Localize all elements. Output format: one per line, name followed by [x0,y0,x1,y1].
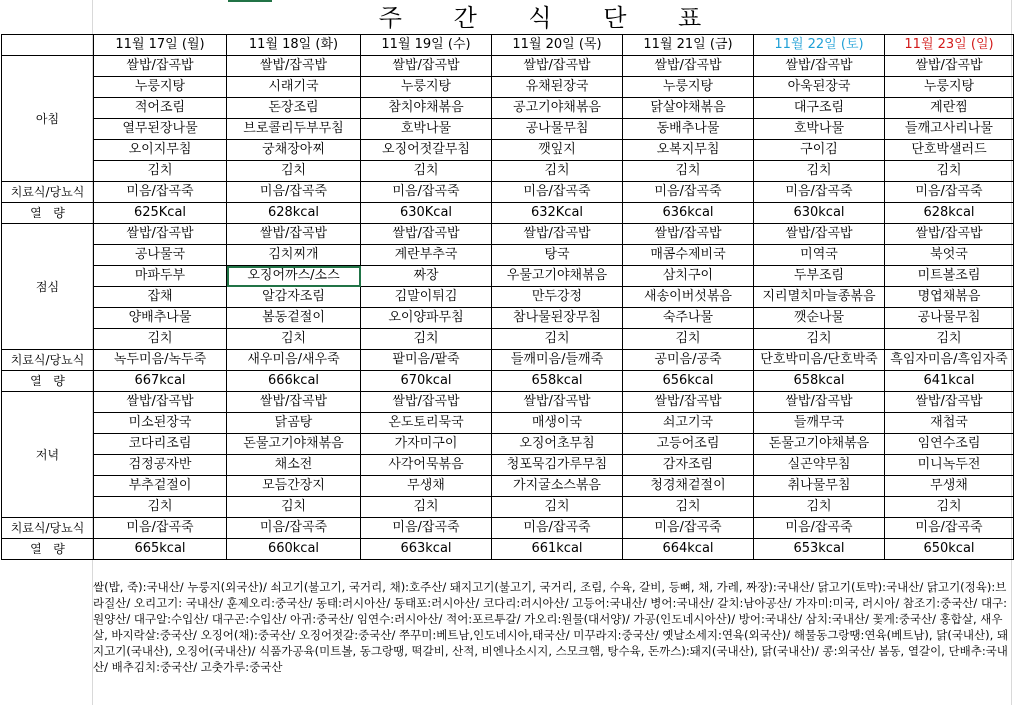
diet-cell[interactable]: 미음/잡곡죽 [885,518,1014,539]
menu-cell[interactable]: 쌀밥/잡곡밥 [492,56,623,77]
menu-cell[interactable]: 청포묵김가루무침 [492,455,623,476]
day-header[interactable]: 11월 21일 (금) [623,35,754,56]
diet-cell[interactable]: 미음/잡곡죽 [94,182,227,203]
menu-cell[interactable]: 쌀밥/잡곡밥 [94,392,227,413]
menu-cell[interactable]: 김치 [227,329,361,350]
menu-cell[interactable]: 매생이국 [492,413,623,434]
menu-row [2,140,1014,161]
menu-row [2,266,1014,287]
menu-row [2,161,1014,182]
kcal-cell[interactable]: 658kcal [492,371,623,392]
menu-row [2,224,1014,245]
diet-cell[interactable]: 흑임자미음/흑임자죽 [885,350,1014,371]
kcal-cell[interactable]: 630kcal [754,203,885,224]
menu-cell[interactable]: 공나물국 [94,245,227,266]
menu-row [2,392,1014,413]
menu-cell[interactable]: 김치 [885,161,1014,182]
kcal-label[interactable]: 열 량 [2,371,94,392]
menu-cell[interactable]: 참나물된장무침 [492,308,623,329]
menu-cell[interactable]: 지리멸치마늘종볶음 [754,287,885,308]
menu-cell[interactable]: 계란찜 [885,98,1014,119]
menu-cell[interactable]: 대구조림 [754,98,885,119]
menu-cell[interactable]: 시래기국 [227,77,361,98]
menu-cell[interactable]: 공나물무침 [492,119,623,140]
menu-cell[interactable]: 무생채 [361,476,492,497]
menu-cell[interactable]: 사각어묵볶음 [361,455,492,476]
menu-cell[interactable]: 김치 [623,329,754,350]
menu-cell[interactable]: 누룽지탕 [885,77,1014,98]
kcal-cell[interactable]: 632Kcal [492,203,623,224]
diet-cell[interactable]: 미음/잡곡죽 [361,518,492,539]
menu-cell[interactable]: 쌀밥/잡곡밥 [94,224,227,245]
menu-row [2,455,1014,476]
diet-cell[interactable]: 공미음/공죽 [623,350,754,371]
menu-cell[interactable]: 만두강정 [492,287,623,308]
menu-cell[interactable]: 브로콜리두부무침 [227,119,361,140]
menu-cell[interactable]: 김치 [754,329,885,350]
menu-cell[interactable]: 탕국 [492,245,623,266]
menu-cell[interactable]: 공나물무침 [885,308,1014,329]
menu-cell[interactable]: 김치 [492,497,623,518]
menu-cell[interactable]: 오징어초무침 [492,434,623,455]
kcal-cell[interactable]: 656kcal [623,371,754,392]
menu-cell[interactable]: 김치 [227,161,361,182]
menu-cell[interactable]: 김말이튀김 [361,287,492,308]
menu-cell[interactable]: 들깨무국 [754,413,885,434]
menu-cell[interactable]: 삼치구이 [623,266,754,287]
diet-label[interactable]: 치료식/당뇨식 [2,182,94,203]
menu-cell[interactable]: 미소된장국 [94,413,227,434]
kcal-cell[interactable]: 664kcal [623,539,754,560]
menu-cell[interactable]: 온도토리묵국 [361,413,492,434]
menu-cell[interactable]: 김치 [492,161,623,182]
menu-cell[interactable]: 열무된장나물 [94,119,227,140]
menu-cell[interactable]: 무생채 [885,476,1014,497]
menu-cell[interactable]: 김치 [94,329,227,350]
menu-cell[interactable]: 매콤수제비국 [623,245,754,266]
menu-cell[interactable]: 오복지무침 [623,140,754,161]
menu-cell[interactable]: 감자조림 [623,455,754,476]
menu-cell[interactable]: 김치 [361,329,492,350]
kcal-label[interactable]: 열 량 [2,539,94,560]
diet-cell[interactable]: 들깨미음/들깨죽 [492,350,623,371]
diet-cell[interactable]: 미음/잡곡죽 [885,182,1014,203]
diet-cell[interactable]: 미음/잡곡죽 [227,182,361,203]
meal-label[interactable]: 점심 [2,224,94,350]
menu-cell[interactable]: 쌀밥/잡곡밥 [885,56,1014,77]
menu-cell[interactable]: 양배추나물 [94,308,227,329]
kcal-row [2,203,1014,224]
menu-cell[interactable]: 구이김 [754,140,885,161]
meal-label[interactable]: 아침 [2,56,94,182]
kcal-cell[interactable]: 628kcal [885,203,1014,224]
kcal-cell[interactable]: 628kcal [227,203,361,224]
menu-cell[interactable]: 취나물무침 [754,476,885,497]
menu-cell[interactable]: 숙주나물 [623,308,754,329]
kcal-cell[interactable]: 636kcal [623,203,754,224]
menu-cell[interactable]: 돈물고기야채볶음 [227,434,361,455]
menu-cell[interactable]: 김치 [754,497,885,518]
kcal-row [2,539,1014,560]
menu-cell[interactable]: 쇠고기국 [623,413,754,434]
menu-cell[interactable]: 공고기야채볶음 [492,98,623,119]
menu-row [2,434,1014,455]
menu-cell[interactable]: 김치 [94,161,227,182]
menu-cell[interactable]: 누룽지탕 [361,77,492,98]
menu-cell[interactable]: 김치 [361,161,492,182]
diet-row [2,182,1014,203]
diet-row [2,518,1014,539]
menu-cell[interactable]: 재첩국 [885,413,1014,434]
menu-cell[interactable]: 명엽채볶음 [885,287,1014,308]
menu-row [2,77,1014,98]
menu-cell[interactable]: 쌀밥/잡곡밥 [754,224,885,245]
menu-cell[interactable]: 북엇국 [885,245,1014,266]
menu-row [2,245,1014,266]
menu-cell[interactable]: 부추겉절이 [94,476,227,497]
menu-cell[interactable]: 누룽지탕 [94,77,227,98]
day-header[interactable]: 11월 19일 (수) [361,35,492,56]
diet-cell[interactable]: 미음/잡곡죽 [754,518,885,539]
diet-cell[interactable]: 팥미음/팥죽 [361,350,492,371]
menu-cell[interactable]: 모듬간장지 [227,476,361,497]
kcal-label[interactable]: 열 량 [2,203,94,224]
menu-cell[interactable]: 알감자조림 [227,287,361,308]
kcal-cell[interactable]: 650kcal [885,539,1014,560]
kcal-row [2,371,1014,392]
menu-cell[interactable]: 검정공자반 [94,455,227,476]
menu-cell[interactable]: 짜장 [361,266,492,287]
menu-row [2,119,1014,140]
menu-cell[interactable]: 계란부추국 [361,245,492,266]
menu-row [2,329,1014,350]
diet-cell[interactable]: 미음/잡곡죽 [94,518,227,539]
menu-cell[interactable]: 깻잎지 [492,140,623,161]
menu-cell[interactable]: 새송이버섯볶음 [623,287,754,308]
corner-cell[interactable] [2,35,94,56]
menu-cell[interactable]: 김치 [754,161,885,182]
diet-row [2,350,1014,371]
menu-row [2,413,1014,434]
menu-cell[interactable]: 김치 [623,161,754,182]
origin-notice: 쌀(밥, 죽):국내산/ 누룽지(외국산)/ 쇠고기(불고기, 국거리, 채):호주산/ 돼지고기(불고기, 국거리, 조림, 수육, 갈비, 등뼈, 채, 가레, 짜장):국내산/ 닭고기(토막):국내산/ 닭고기(정육):브라질산/ 오리고기: 국내산/ 훈제오리:중국산/ 동태:러시아산/ 동태포:러시아산/ 코다리:러시아산/ 고등어:국내산/ 병어:국내산/ 갈치:남아공산/ 가자미:미국, 러시아/ 참조기:중국산/ 대구:원양산/ 대구알:수입산/ 대구곤:수입산/ 아귀:중국산/ 임연수:러시아산/ 적어:포르투갈/ 가오리:원물(대서양)/ 가공(인도네시아산)/ 방어:국내산/ 삼치:국내산/ 꽃게:중국산/ 홍합살, 새우살, 바지락살:중국산/ 오징어(채):중국산/ 오징어젓갈:중국산/ 쭈꾸미:베트남,인도네시아,태국산/ 미꾸라지:중국산/ 옛날소세지:연육(외국산)/ 해물동그랑땡:연육(베트남), 닭(국내산), 돼지고기(국내산), 오징어(국내산)/ 식품가공육(미트볼, 동그랑땡, 떡갈비, 산적, 비엔나소시지, 스모크햄, 탕수육, 돈까스):돼지(국내산), 닭(국내산)/ 콩:외국산/ 봄동, 열갈이, 단배추:국내산/ 배추김치:중국산/ 고춧가루:중국산 [93,580,1009,674]
kcal-cell[interactable]: 653kcal [754,539,885,560]
menu-cell[interactable]: 쌀밥/잡곡밥 [227,56,361,77]
menu-row [2,287,1014,308]
menu-cell[interactable]: 쌀밥/잡곡밥 [227,224,361,245]
menu-cell[interactable]: 김치 [492,329,623,350]
weekly-menu-table [1,34,1014,560]
header-row [2,35,1014,56]
menu-cell[interactable]: 쌀밥/잡곡밥 [623,224,754,245]
diet-cell[interactable]: 미음/잡곡죽 [361,182,492,203]
menu-row [2,497,1014,518]
menu-cell[interactable]: 미니녹두전 [885,455,1014,476]
diet-cell[interactable]: 새우미음/새우죽 [227,350,361,371]
menu-cell[interactable]: 아욱된장국 [754,77,885,98]
diet-label[interactable]: 치료식/당뇨식 [2,350,94,371]
diet-cell[interactable]: 미음/잡곡죽 [492,518,623,539]
menu-cell[interactable]: 누룽지탕 [623,77,754,98]
menu-cell[interactable]: 쌀밥/잡곡밥 [885,224,1014,245]
menu-cell[interactable]: 쌀밥/잡곡밥 [623,56,754,77]
menu-cell[interactable]: 적어조림 [94,98,227,119]
menu-cell[interactable]: 동배추나물 [623,119,754,140]
page-title: 주 간 식 단 표 [378,4,724,32]
menu-cell[interactable]: 쌀밥/잡곡밥 [361,392,492,413]
menu-cell[interactable]: 쌀밥/잡곡밥 [94,56,227,77]
menu-row [2,308,1014,329]
menu-cell[interactable]: 참치야채볶음 [361,98,492,119]
diet-cell[interactable]: 미음/잡곡죽 [754,182,885,203]
menu-cell[interactable]: 두부조림 [754,266,885,287]
menu-cell[interactable]: 닭곰탕 [227,413,361,434]
menu-cell[interactable]: 들깨고사리나물 [885,119,1014,140]
menu-cell[interactable]: 오징어까스/소스 [227,266,361,287]
menu-cell[interactable]: 호박나물 [754,119,885,140]
menu-cell[interactable]: 쌀밥/잡곡밥 [361,56,492,77]
kcal-cell[interactable]: 670kcal [361,371,492,392]
menu-cell[interactable]: 단호박샐러드 [885,140,1014,161]
diet-cell[interactable]: 녹두미음/녹두죽 [94,350,227,371]
menu-cell[interactable]: 오이양파무침 [361,308,492,329]
menu-cell[interactable]: 코다리조림 [94,434,227,455]
menu-cell[interactable]: 유채된장국 [492,77,623,98]
kcal-cell[interactable]: 663kcal [361,539,492,560]
menu-cell[interactable]: 가지굴소스볶음 [492,476,623,497]
menu-cell[interactable]: 깻순나물 [754,308,885,329]
day-header[interactable]: 11월 20일 (목) [492,35,623,56]
menu-cell[interactable]: 쌀밥/잡곡밥 [492,392,623,413]
meal-label[interactable]: 저녁 [2,392,94,518]
menu-cell[interactable]: 김치 [227,497,361,518]
menu-cell[interactable]: 쌀밥/잡곡밥 [492,224,623,245]
day-header[interactable]: 11월 22일 (토) [754,35,885,56]
menu-cell[interactable]: 실곤약무침 [754,455,885,476]
diet-cell[interactable]: 미음/잡곡죽 [623,518,754,539]
menu-cell[interactable]: 쌀밥/잡곡밥 [227,392,361,413]
menu-cell[interactable]: 김치 [885,329,1014,350]
menu-cell[interactable]: 마파두부 [94,266,227,287]
diet-label[interactable]: 치료식/당뇨식 [2,518,94,539]
menu-row [2,98,1014,119]
kcal-cell[interactable]: 660kcal [227,539,361,560]
menu-cell[interactable]: 돈물고기야채볶음 [754,434,885,455]
menu-cell[interactable]: 고등어조림 [623,434,754,455]
menu-cell[interactable]: 김치 [361,497,492,518]
menu-cell[interactable]: 쌀밥/잡곡밥 [885,392,1014,413]
menu-cell[interactable]: 궁채장아찌 [227,140,361,161]
diet-cell[interactable]: 미음/잡곡죽 [623,182,754,203]
menu-cell[interactable]: 채소전 [227,455,361,476]
menu-cell[interactable]: 봄동겉절이 [227,308,361,329]
diet-cell[interactable]: 단호박미음/단호박죽 [754,350,885,371]
kcal-cell[interactable]: 658kcal [754,371,885,392]
menu-cell[interactable]: 김치 [623,497,754,518]
menu-cell[interactable]: 닭살야채볶음 [623,98,754,119]
diet-cell[interactable]: 미음/잡곡죽 [227,518,361,539]
menu-row [2,476,1014,497]
menu-row [2,56,1014,77]
menu-cell[interactable]: 호박나물 [361,119,492,140]
menu-cell[interactable]: 돈장조림 [227,98,361,119]
kcal-cell[interactable]: 661kcal [492,539,623,560]
menu-cell[interactable]: 오이지무침 [94,140,227,161]
day-header[interactable]: 11월 17일 (월) [94,35,227,56]
menu-cell[interactable]: 쌀밥/잡곡밥 [623,392,754,413]
menu-cell[interactable]: 김치찌개 [227,245,361,266]
menu-cell[interactable]: 미역국 [754,245,885,266]
menu-cell[interactable]: 임연수조림 [885,434,1014,455]
menu-cell[interactable]: 가자미구이 [361,434,492,455]
menu-cell[interactable]: 잡채 [94,287,227,308]
kcal-cell[interactable]: 665kcal [94,539,227,560]
kcal-cell[interactable]: 625Kcal [94,203,227,224]
kcal-cell[interactable]: 641kcal [885,371,1014,392]
menu-cell[interactable]: 오징어젓갈무침 [361,140,492,161]
day-header[interactable]: 11월 18일 (화) [227,35,361,56]
day-header[interactable]: 11월 23일 (일) [885,35,1014,56]
menu-cell[interactable]: 쌀밥/잡곡밥 [754,392,885,413]
menu-cell[interactable]: 쌀밥/잡곡밥 [754,56,885,77]
menu-cell[interactable]: 우물고기야채볶음 [492,266,623,287]
kcal-cell[interactable]: 667kcal [94,371,227,392]
menu-cell[interactable]: 쌀밥/잡곡밥 [361,224,492,245]
diet-cell[interactable]: 미음/잡곡죽 [492,182,623,203]
menu-cell[interactable]: 김치 [94,497,227,518]
menu-cell[interactable]: 미트볼조림 [885,266,1014,287]
menu-cell[interactable]: 청경채겉절이 [623,476,754,497]
kcal-cell[interactable]: 630Kcal [361,203,492,224]
kcal-cell[interactable]: 666kcal [227,371,361,392]
menu-cell[interactable]: 김치 [885,497,1014,518]
